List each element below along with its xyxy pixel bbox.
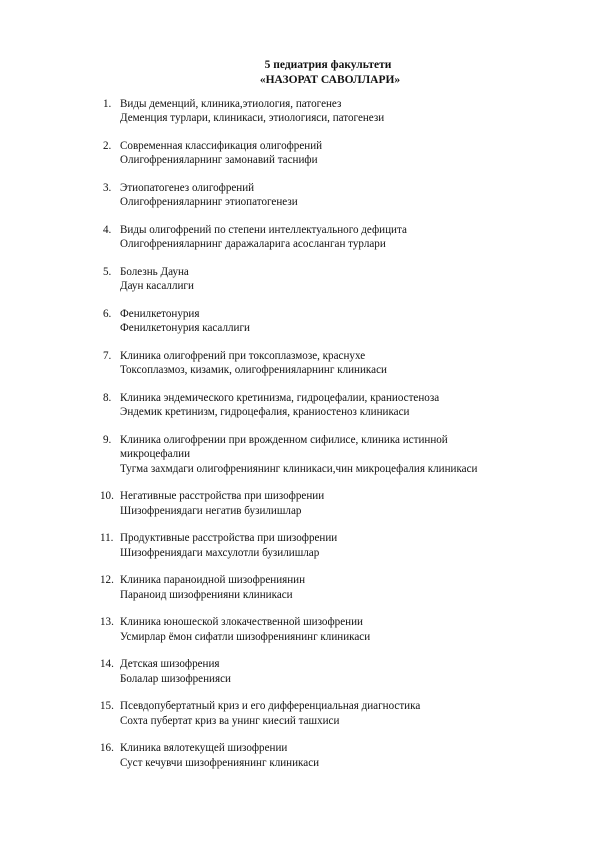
- question-text-ru: Клиника параноидной шизофрениянин: [120, 574, 306, 587]
- question-text-uz: Шизофрениядаги негатив бузилишлар: [120, 504, 302, 517]
- question-number: 10.: [100, 490, 114, 503]
- question-item-14: [100, 657, 533, 686]
- document-header: [0, 58, 596, 88]
- question-number: 3.: [103, 182, 112, 194]
- question-text-ru: Клиника вялотекущей шизофрении: [120, 742, 288, 755]
- question-text-uz: Деменция турлари, клиникаси, этиологияси, патогенези: [120, 112, 385, 125]
- question-number: 4.: [103, 224, 112, 236]
- question-number: 5.: [103, 266, 112, 278]
- question-text-ru: Виды деменций, клиника,этиология, патогенез: [120, 98, 342, 110]
- question-list: [100, 97, 533, 783]
- question-text-uz: Усмирлар ёмон сифатли шизофрениянинг клиникаси: [120, 630, 371, 643]
- question-number: 16.: [100, 742, 114, 755]
- question-text-uz: Фенилкетонурия касаллиги: [120, 322, 250, 335]
- question-number: 6.: [103, 308, 112, 320]
- question-text-uz: Параноид шизофренияни клиникаси: [120, 588, 293, 601]
- question-item-10: [100, 489, 533, 518]
- question-text-ru: Болезнь Дауна: [120, 266, 189, 278]
- question-text-ru: Негативные расстройства при шизофрении: [120, 490, 325, 503]
- question-number: 12.: [100, 574, 114, 587]
- question-text-ru: Клиника юношеской злокачественной шизофрении: [120, 616, 363, 629]
- question-text-ru: Детская шизофрения: [120, 658, 220, 671]
- question-text-ru: Этиопатогенез олигофрений: [120, 182, 255, 194]
- question-text-uz: Токсоплазмоз, кизамик, олигофренияларнинг клиникаси: [120, 364, 387, 377]
- question-item-5: [103, 265, 533, 294]
- question-text-ru: Клиника олигофрении при врожденном сифилисе, клиника истинной: [120, 434, 448, 446]
- question-text-uz: Сохта пубертат криз ва унинг киесий ташхиси: [120, 714, 340, 727]
- question-item-4: [103, 223, 533, 252]
- question-text-ru: Клиника эндемического кретинизма, гидроцефалии, краниостеноза: [120, 392, 440, 404]
- question-item-16: [100, 741, 533, 770]
- question-number: 14.: [100, 658, 114, 671]
- question-item-15: [100, 699, 533, 728]
- question-text-ru: Клиника олигофрений при токсоплазмозе, краснухе: [120, 350, 366, 362]
- question-text-uz: Даун касаллиги: [120, 280, 194, 293]
- question-number: 7.: [103, 350, 112, 362]
- question-text-ru: Виды олигофрений по степени интеллектуального дефицита: [120, 224, 407, 236]
- question-item-7: [103, 349, 533, 378]
- question-text-ru: Фенилкетонурия: [120, 308, 200, 320]
- question-text-uz: Эндемик кретинизм, гидроцефалия, краниостеноз клиникаси: [120, 406, 410, 419]
- question-number: 11.: [100, 532, 114, 545]
- question-item-9: [103, 433, 533, 476]
- question-text-ru: Современная классификация олигофрений: [120, 140, 323, 152]
- question-item-8: [103, 391, 533, 420]
- question-text-uz: Олигофренияларнинг даражаларига асосланган турлари: [120, 238, 386, 251]
- question-text-ru: Псевдопубертатный криз и его дифференциальная диагностика: [120, 700, 421, 713]
- question-item-1: [103, 97, 533, 126]
- question-item-11: [100, 531, 533, 560]
- question-item-2: [103, 139, 533, 168]
- question-text-uz: Тугма захмдаги олигофрениянинг клиникаси,чин микроцефалия клиникаси: [120, 462, 478, 475]
- question-text-uz: Болалар шизофренияси: [120, 672, 231, 685]
- faculty-heading: 5 педиатрия факультети: [264, 59, 392, 71]
- question-text-ru: Продуктивные расстройства при шизофрении: [120, 532, 338, 545]
- question-text-ru-continued: микроцефалии: [120, 448, 191, 461]
- question-item-12: [100, 573, 533, 602]
- document-title: «НАЗОРАТ САВОЛЛАРИ»: [259, 74, 401, 86]
- question-number: 2.: [103, 140, 112, 152]
- question-item-13: [100, 615, 533, 644]
- question-number: 13.: [100, 616, 114, 629]
- question-number: 15.: [100, 700, 114, 713]
- question-text-uz: Суст кечувчи шизофрениянинг клиникаси: [120, 756, 320, 769]
- question-item-6: [103, 307, 533, 336]
- question-number: 8.: [103, 392, 112, 404]
- question-text-uz: Шизофрениядаги махсулотли бузилишлар: [120, 546, 320, 559]
- question-number: 1.: [103, 98, 112, 110]
- question-text-uz: Олигофренияларнинг этиопатогенези: [120, 196, 298, 209]
- question-number: 9.: [103, 434, 112, 446]
- question-text-uz: Олигофренияларнинг замонавий таснифи: [120, 154, 318, 167]
- question-item-3: [103, 181, 533, 210]
